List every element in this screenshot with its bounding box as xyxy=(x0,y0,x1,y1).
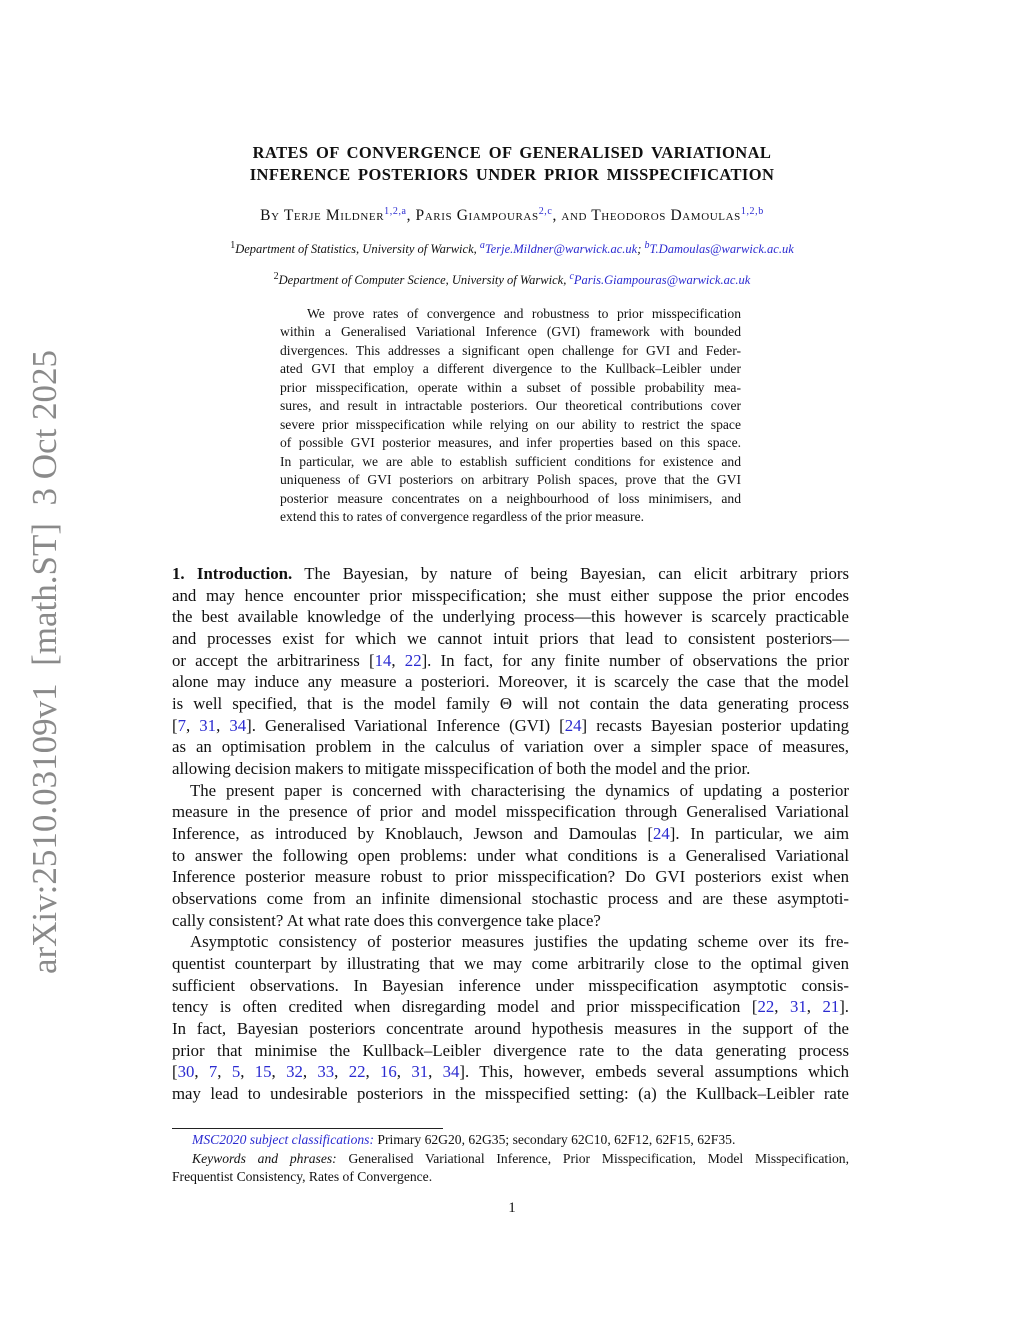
body-text-line xyxy=(172,1018,849,1040)
body-text-line xyxy=(172,606,849,628)
citation-link[interactable]: 34 xyxy=(229,715,247,735)
affiliation-1 xyxy=(0,240,1024,257)
body-text-line xyxy=(172,910,849,932)
author-list xyxy=(0,206,1024,225)
citation-link[interactable]: 15 xyxy=(254,1062,272,1082)
body-text-line xyxy=(172,628,849,650)
abstract-line: of possible GVI posterior measures, and infer properties based on this space. xyxy=(280,435,741,451)
body-text-line xyxy=(172,1040,849,1062)
citation-link[interactable]: 14 xyxy=(374,650,392,670)
section-heading: 1. Introduction. xyxy=(172,564,293,583)
text-segment: ]. This, however, embeds several assumptions which xyxy=(459,1062,849,1082)
citation-link[interactable]: 34 xyxy=(442,1062,460,1082)
body-text-line xyxy=(172,715,849,737)
text-segment: ]. Generalised Variational Inference (GVI) [ xyxy=(246,715,565,735)
text-segment: and may hence encounter prior misspecification; she must either suppose the prior encodes xyxy=(172,585,849,605)
affiliation-number: 1 xyxy=(230,240,236,251)
body-text-line xyxy=(172,866,849,888)
separator: ; xyxy=(637,242,645,257)
keywords-text: Generalised Variational Inference, Prior Misspecification, Model Misspecification, xyxy=(336,1150,849,1166)
body-text-line xyxy=(172,996,849,1018)
text-segment: In fact, Bayesian posteriors concentrate around hypothesis measures in the support of the xyxy=(172,1019,849,1039)
text-segment: Inference posterior measure robust to prior misspecification? Do GVI posteriors exist when xyxy=(172,867,849,887)
text-segment: , xyxy=(185,715,200,735)
text-segment: , xyxy=(396,1062,412,1082)
author-name: Terje Mildner xyxy=(283,207,385,225)
author-affiliation-link[interactable]: 1,2,a xyxy=(384,206,407,217)
body-text-line xyxy=(172,780,849,802)
text-segment: as an optimisation problem in the calculus of variation over a simpler space of measures, xyxy=(172,737,849,757)
paper-title-line-2: INFERENCE POSTERIORS UNDER PRIOR MISSPECIFICATION xyxy=(249,165,775,184)
by-label: By xyxy=(260,207,284,225)
email-link[interactable]: Terje.Mildner@warwick.ac.uk xyxy=(484,242,638,257)
body-text-line xyxy=(172,953,849,975)
citation-link[interactable]: 22 xyxy=(757,997,775,1017)
affiliation-2 xyxy=(0,271,1024,288)
affiliation-number: 2 xyxy=(273,271,279,282)
text-segment: tency is often credited when disregarding model and prior misspecification [ xyxy=(172,997,758,1017)
paper-title-line-1: RATES OF CONVERGENCE OF GENERALISED VARIATIONAL xyxy=(252,143,772,162)
email-marker: b xyxy=(644,240,650,251)
body-text-line xyxy=(172,801,849,823)
abstract-line: We prove rates of convergence and robustness to prior misspecification xyxy=(307,306,741,321)
keywords-label: Keywords and phrases: xyxy=(192,1150,337,1166)
abstract-line: divergences. This addresses a significant open challenge for GVI and Feder- xyxy=(280,342,741,358)
citation-link[interactable]: 31 xyxy=(411,1062,429,1082)
body-text-line xyxy=(172,736,849,758)
body-text-line xyxy=(172,975,849,997)
text-segment: , xyxy=(391,650,405,670)
footnote-divider xyxy=(172,1128,443,1129)
citation-link[interactable]: 32 xyxy=(286,1062,303,1082)
body-text-line xyxy=(172,563,849,585)
text-segment: , xyxy=(194,1062,209,1082)
text-segment: , xyxy=(217,1062,232,1082)
text-segment: to answer the following open problems: under what conditions is a Generalised Variational xyxy=(172,845,849,865)
abstract-line: ated GVI that employ a different divergence to the Kullback–Leibler under xyxy=(280,361,741,377)
citation-link[interactable]: 31 xyxy=(199,715,217,735)
text-segment: [ xyxy=(172,715,178,735)
abstract-line: In particular, we are able to establish sufficient conditions for existence and xyxy=(280,453,741,469)
introduction-section xyxy=(172,563,849,1105)
text-segment: measure in the presence of prior and model misspecification through Generalised Variational xyxy=(172,802,849,822)
email-link[interactable]: Paris.Giampouras@warwick.ac.uk xyxy=(573,273,751,288)
citation-link[interactable]: 33 xyxy=(317,1062,335,1082)
abstract-line: prior misspecification, operate within a subset of possible probability mea- xyxy=(280,379,741,395)
affiliation-text: Department of Computer Science, University of Warwick, xyxy=(278,273,570,288)
author-affiliation-link[interactable]: 2,c xyxy=(538,206,553,217)
text-segment: Inference, as introduced by Knoblauch, Jewson and Damoulas [ xyxy=(172,824,653,844)
body-text-line xyxy=(172,1061,849,1083)
keywords xyxy=(172,1150,849,1169)
text-segment: , xyxy=(334,1062,349,1082)
page-number: 1 xyxy=(508,1200,516,1216)
arxiv-identifier-stamp: arXiv:2510.03109v1 [math.ST] 3 Oct 2025 xyxy=(25,349,64,975)
abstract-line: within a Generalised Variational Inference (GVI) framework with bounded xyxy=(280,324,741,340)
abstract-line: posterior measure concentrates on a neighbourhood of loss minimisers, and xyxy=(280,490,741,506)
text-segment: cally consistent? At what rate does this convergence take place? xyxy=(172,910,601,930)
text-segment: observations come from an infinite dimensional stochastic process and are these asymptoti- xyxy=(172,889,849,909)
abstract-line: uniqueness of GVI posteriors on arbitrary Polish spaces, prove that the GVI xyxy=(280,472,741,488)
citation-link[interactable]: 24 xyxy=(564,715,582,735)
body-text-line xyxy=(172,823,849,845)
text-segment: prior that minimise the Kullback–Leibler divergence rate to the data generating process xyxy=(172,1040,849,1060)
text-segment: ]. In particular, we aim xyxy=(669,824,850,844)
body-text-line xyxy=(172,650,849,672)
citation-link[interactable]: 5 xyxy=(231,1062,241,1082)
text-segment: , xyxy=(302,1062,318,1082)
msc-link[interactable]: MSC2020 subject classifications: xyxy=(192,1132,374,1147)
citation-link[interactable]: 7 xyxy=(177,715,186,735)
author-affiliation-link[interactable]: 1,2,b xyxy=(740,206,764,217)
abstract xyxy=(280,305,741,526)
text-segment: [ xyxy=(172,1062,178,1082)
body-text-line xyxy=(172,671,849,693)
text-segment: Asymptotic consistency of posterior measures justifies the updating scheme over its fre- xyxy=(190,932,849,952)
citation-link[interactable]: 21 xyxy=(822,997,840,1017)
text-segment: the best available knowledge of the underlying process—this however is scarcely practicable xyxy=(172,607,849,627)
email-marker: c xyxy=(569,271,574,282)
body-text-line xyxy=(172,758,849,780)
text-segment: is well specified, that is the model family Θ will not contain the data generating process xyxy=(172,694,849,714)
text-segment: sufficient observations. In Bayesian inference under misspecification asymptotic consis- xyxy=(172,975,849,995)
separator: , and xyxy=(552,207,592,225)
abstract-line: sures, and result in intractable posteriors. Our theoretical contributions cover xyxy=(280,398,741,414)
author-name: Paris Giampouras xyxy=(415,207,539,225)
citation-link[interactable]: 22 xyxy=(348,1062,366,1082)
msc-classification xyxy=(172,1131,849,1150)
text-segment: , xyxy=(240,1062,255,1082)
text-segment: ] recasts Bayesian posterior updating xyxy=(581,715,850,735)
citation-link[interactable]: 16 xyxy=(380,1062,397,1082)
citation-link[interactable]: 22 xyxy=(404,650,422,670)
citation-link[interactable]: 30 xyxy=(177,1062,195,1082)
body-text-line xyxy=(172,845,849,867)
text-segment: and processes exist for which we cannot intuit priors that lead to consistent posteriors— xyxy=(172,629,849,649)
citation-link[interactable]: 31 xyxy=(789,997,807,1017)
text-segment: , xyxy=(365,1062,380,1082)
text-segment: allowing decision makers to mitigate misspecification of both the model and the prior. xyxy=(172,759,751,779)
body-text-line xyxy=(172,693,849,715)
abstract-line: severe prior misspecification while relying on our ability to restrict the space xyxy=(280,416,741,432)
text-segment: may lead to undesirable posteriors in the misspecified setting: (a) the Kullback–Leibler rate xyxy=(172,1084,849,1104)
text-segment: quentist counterpart by illustrating that we may come arbitrarily close to the optimal given xyxy=(172,954,849,974)
citation-link[interactable]: 24 xyxy=(653,824,670,844)
text-segment: alone may induce any measure a posteriori. Moreover, it is scarcely the case that the model xyxy=(172,672,849,692)
body-text-line xyxy=(172,888,849,910)
keywords-continued: Frequentist Consistency, Rates of Convergence. xyxy=(172,1169,433,1184)
email-marker: a xyxy=(479,240,485,251)
abstract-line: extend this to rates of convergence regardless of the prior measure. xyxy=(280,508,644,524)
body-text-line xyxy=(172,1083,849,1105)
body-text-line xyxy=(172,585,849,607)
text-segment: , xyxy=(216,715,230,735)
text-segment: , xyxy=(774,997,790,1017)
footnotes xyxy=(172,1131,849,1187)
body-text-line xyxy=(172,931,849,953)
text-segment: , xyxy=(271,1062,287,1082)
citation-link[interactable]: 7 xyxy=(208,1062,218,1082)
separator: , xyxy=(406,207,416,225)
text-segment: or accept the arbitrariness [ xyxy=(172,650,375,670)
email-link[interactable]: T.Damoulas@warwick.ac.uk xyxy=(649,242,794,257)
text-segment: The present paper is concerned with characterising the dynamics of updating a posterior xyxy=(190,780,849,800)
text-segment: ]. xyxy=(839,997,850,1017)
affiliation-text: Department of Statistics, University of Warwick, xyxy=(235,242,480,257)
text-segment: ]. In fact, for any finite number of observations the prior xyxy=(421,650,849,670)
text-segment: The Bayesian, by nature of being Bayesian, can elicit arbitrary priors xyxy=(292,564,849,583)
msc-text: Primary 62G20, 62G35; secondary 62C10, 62F12, 62F15, 62F35. xyxy=(374,1132,736,1147)
text-segment: , xyxy=(428,1062,443,1082)
text-segment: , xyxy=(806,997,823,1017)
author-name: Theodoros Damoulas xyxy=(591,207,741,225)
